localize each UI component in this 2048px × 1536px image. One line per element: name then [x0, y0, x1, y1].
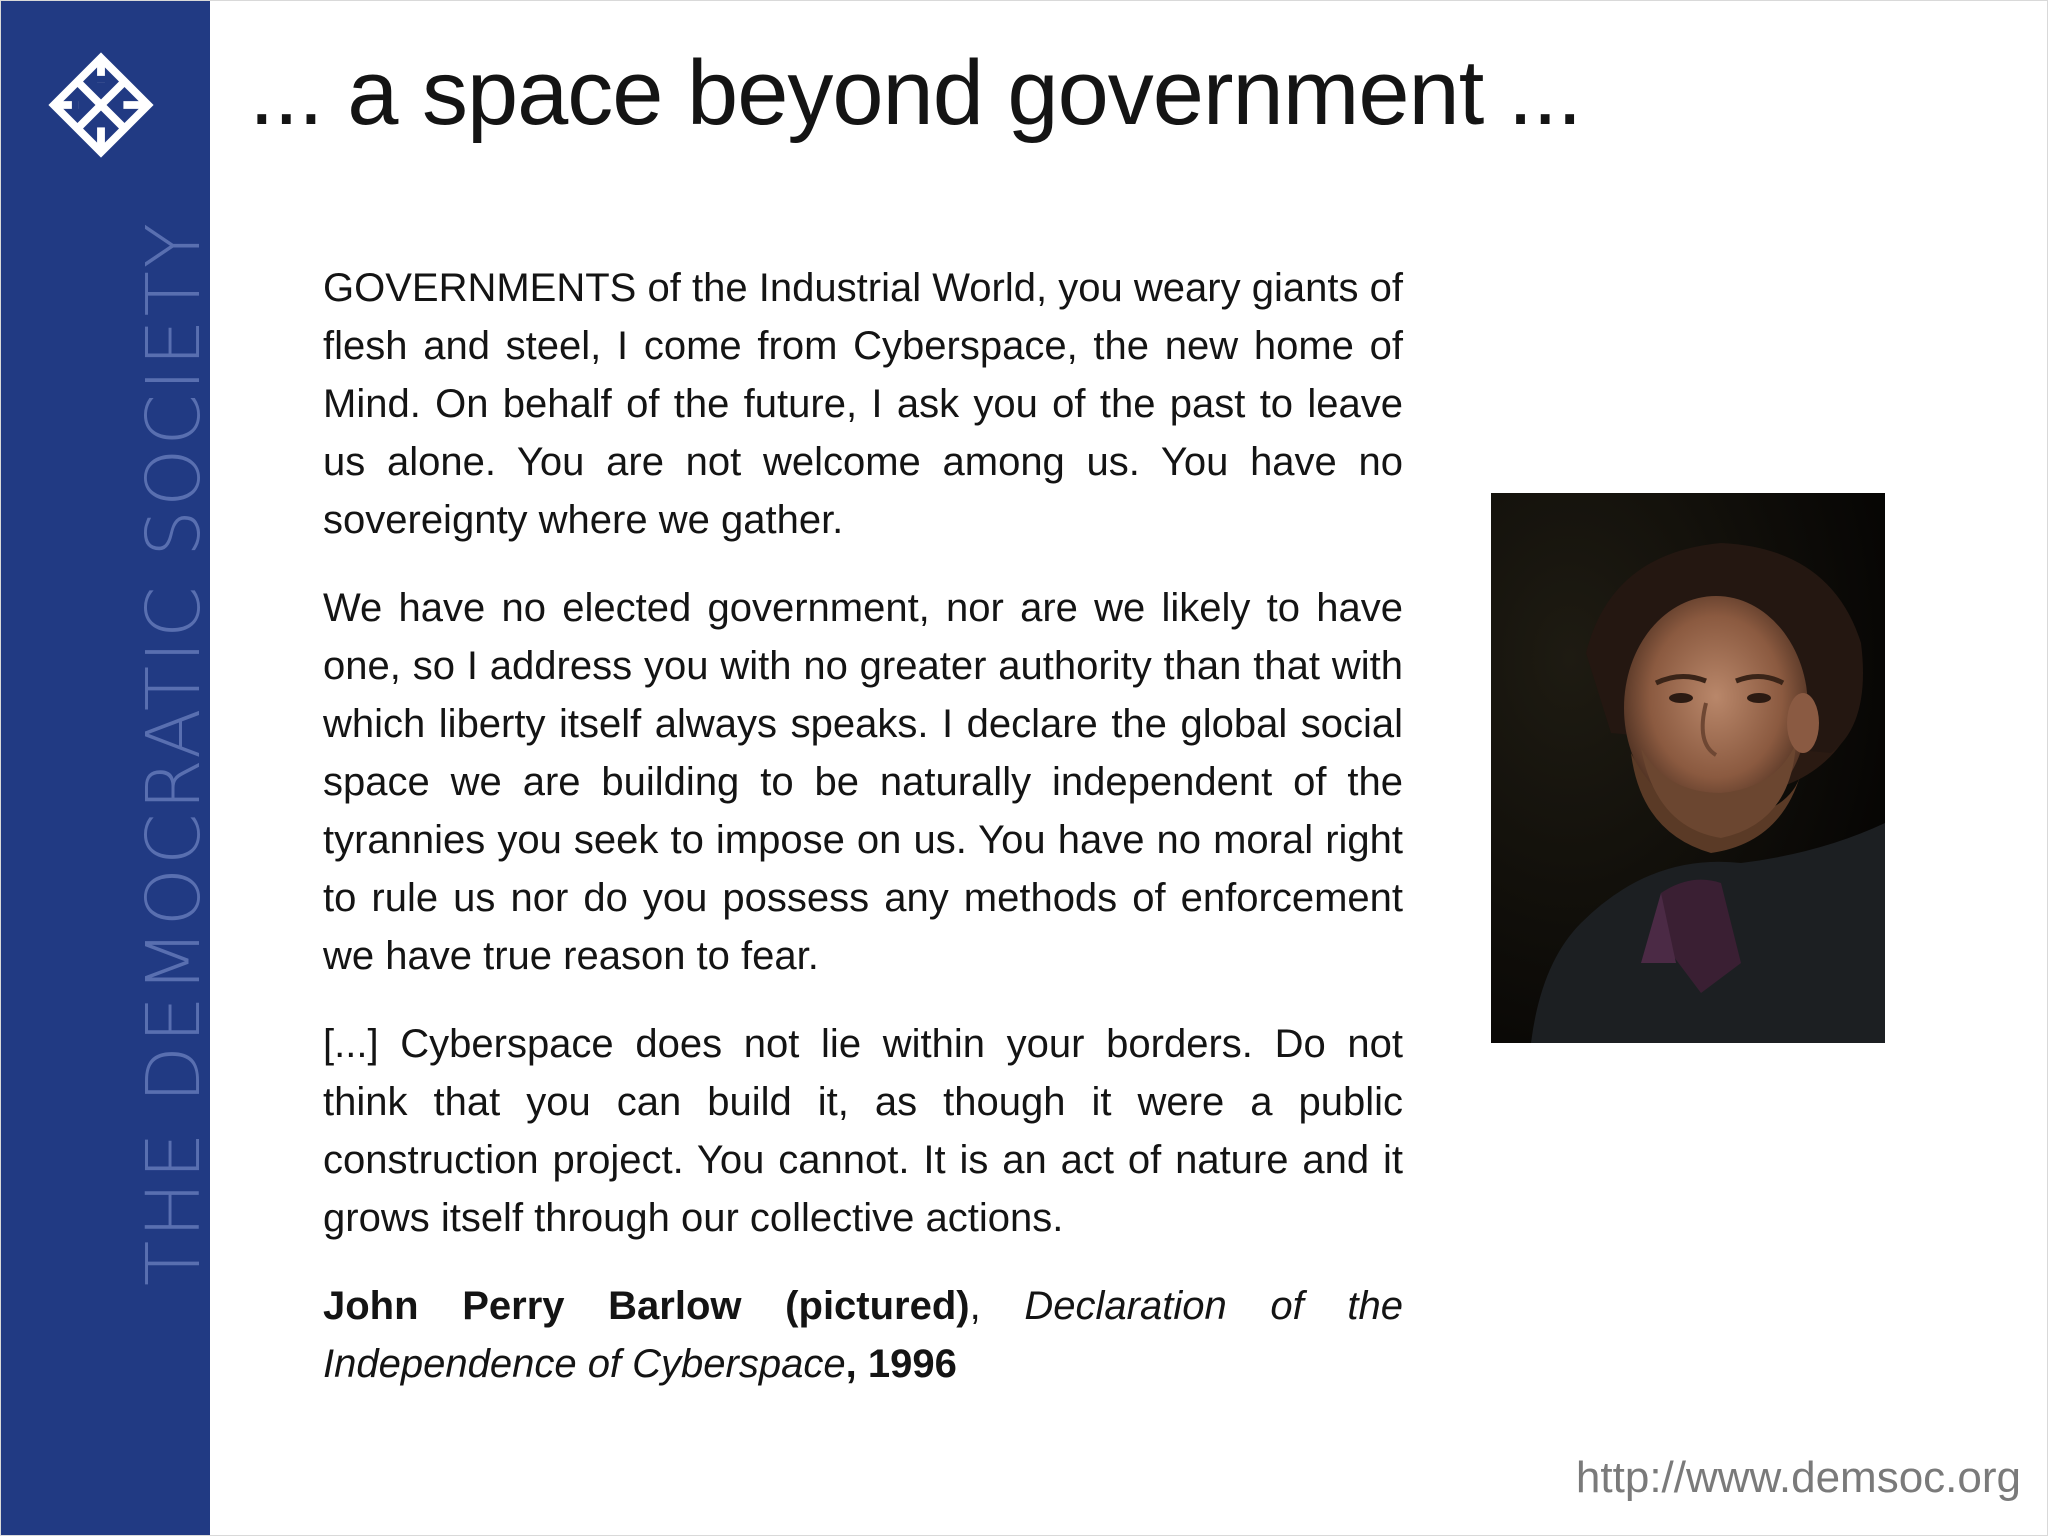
quote-paragraph: [...] Cyberspace does not lie within your borders. Do not think that you can build it, as though it were a public construction project. You cannot. It is an act of nature and it grows itself through our collective actions.: [323, 1022, 1403, 1240]
slide-title: ... a space beyond government ...: [249, 42, 1582, 144]
quote-block: [323, 259, 1403, 1393]
sidebar: [1, 1, 217, 1536]
portrait-photo-icon: [1491, 493, 1885, 1043]
attribution-work: Declaration of the Independence of Cyberspace: [323, 1284, 1404, 1386]
interlaced-diamond-logo-icon: [45, 49, 157, 161]
attribution-author: John Perry Barlow (pictured): [323, 1284, 970, 1328]
quote-paragraph: GOVERNMENTS of the Industrial World, you weary giants of flesh and steel, I come from Cyberspace, the new home of Mind. On behalf of the future, I ask you of the past to leave us alone. You are not welcome among us. You have no sovereignty where we gather.: [323, 266, 1403, 542]
attribution-year: , 1996: [845, 1342, 957, 1386]
attribution-separator: ,: [969, 1284, 1025, 1328]
footer-url: http://www.demsoc.org: [1575, 1453, 2021, 1502]
quote-paragraph: We have no elected government, nor are we likely to have one, so I address you with no greater authority than that with which liberty itself always speaks. I declare the global social space we are building to be naturally independent of the tyrannies you seek to impose on us. You have no moral right to rule us nor do you possess any methods of enforcement we have true reason to fear.: [323, 586, 1403, 978]
attribution: [323, 1277, 1403, 1393]
sidebar-org-name: THE DEMOCRATIC SOCIETY: [131, 219, 217, 1286]
